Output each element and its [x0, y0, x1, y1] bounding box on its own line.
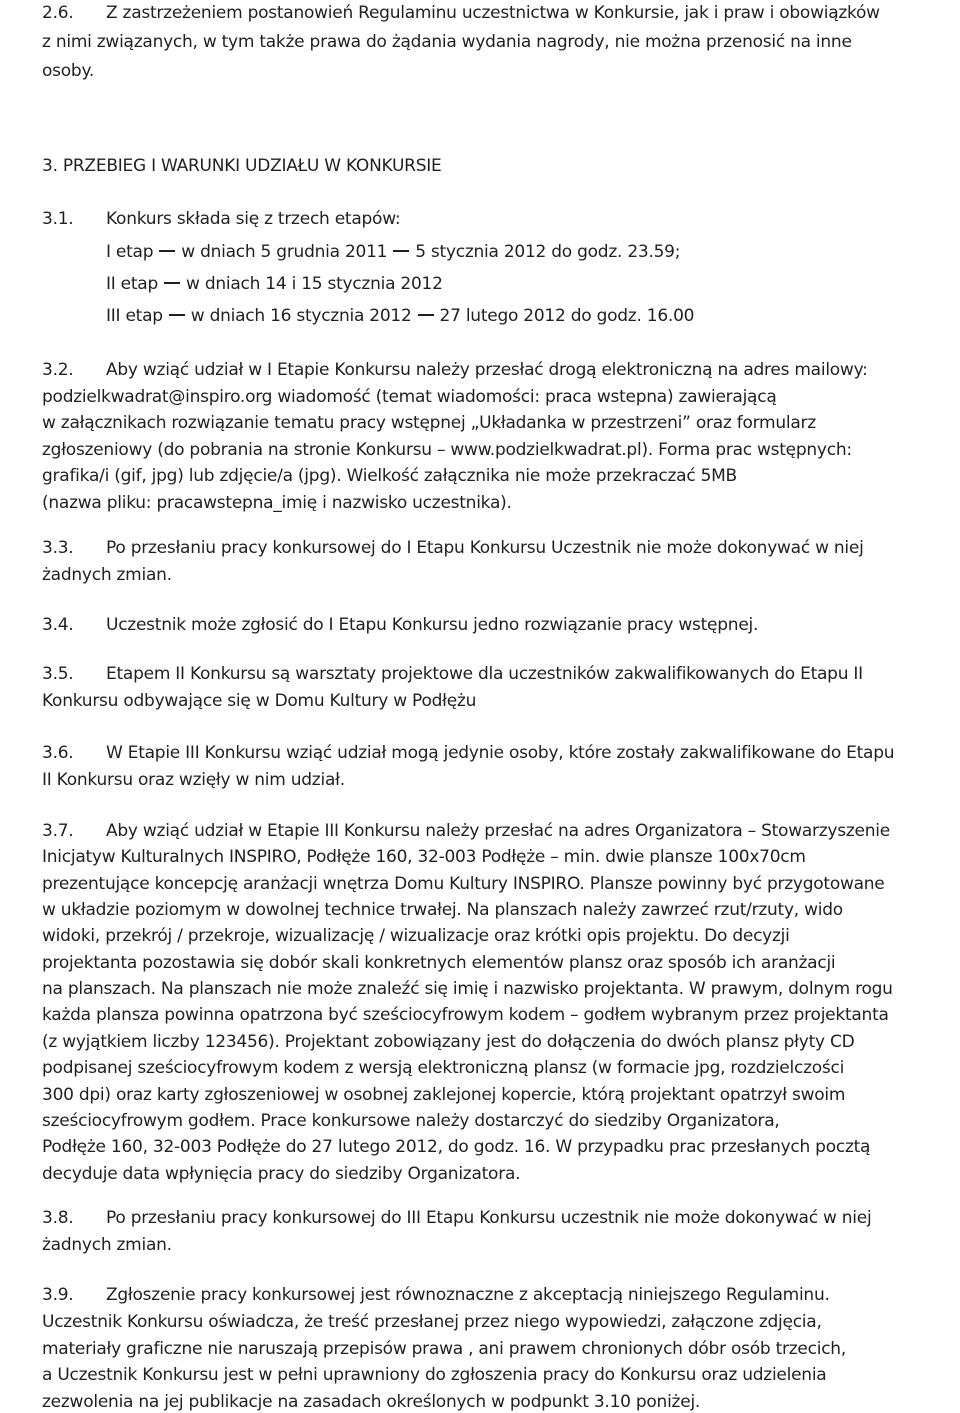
paragraph-number: 3.8.: [42, 1208, 74, 1228]
paragraph-number: 2.6.: [42, 3, 74, 23]
text-line: prezentujące koncepcję aranżacji wnętrza Domu Kultury INSPIRO. Plansze powinny być przygotowane: [42, 874, 885, 894]
text-line: Po przesłaniu pracy konkursowej do I Etapu Konkursu Uczestnik nie może dokonywać w niej: [106, 538, 864, 558]
stage-name: I etap: [106, 242, 154, 262]
text-line: projektanta pozostawia się dobór skali konkretnych elementów plansz oraz sposób ich aranżacji: [42, 953, 836, 973]
text-line: Inicjatyw Kulturalnych INSPIRO, Podłęże 160, 32-003 Podłęże – min. dwie plansze 100x70cm: [42, 847, 806, 867]
text-line: 300 dpi) oraz karty zgłoszeniowej w osobnej zaklejonej kopercie, którą projektant opatrzył swoim: [42, 1085, 846, 1105]
stage-name: III etap: [106, 306, 163, 326]
text-line: (z wyjątkiem liczby 123456). Projektant zobowiązany jest do dołączenia do dwóch plansz płyty CD: [42, 1032, 855, 1052]
text-line: żadnych zmian.: [42, 565, 172, 585]
text-line: Konkursu odbywające się w Domu Kultury w Podłężu: [42, 691, 477, 711]
text-line: sześciocyfrowym godłem. Prace konkursowe należy dostarczyć do siedziby Organizatora,: [42, 1111, 780, 1131]
text-line: zgłoszeniowy (do pobrania na stronie Konkursu – www.podzielkwadrat.pl). Forma prac wstępnych:: [42, 440, 852, 460]
text-line: osoby.: [42, 61, 94, 81]
text-line: podpisanej sześciocyfrowym kodem z wersją elektroniczną plansz (w formacie jpg, rozdzielczości: [42, 1058, 845, 1078]
text-line: Z zastrzeżeniem postanowień Regulaminu uczestnictwa w Konkursie, jak i praw i obowiązków: [106, 3, 880, 23]
paragraph-number: 3.3.: [42, 538, 74, 558]
text-line: Konkurs składa się z trzech etapów:: [106, 209, 401, 229]
text-line: każda plansza powinna opatrzona być sześciocyfrowym kodem – godłem wybranym przez projektanta: [42, 1005, 889, 1025]
text-line: Podłęże 160, 32-003 Podłęże do 27 lutego 2012, do godz. 16. W przypadku prac przesłanych pocztą: [42, 1137, 871, 1157]
stage-text-end: 27 lutego 2012 do godz. 16.00: [439, 306, 695, 326]
paragraph-number: 3.9.: [42, 1285, 74, 1305]
text-line: decyduje data wpłynięcia pracy do siedziby Organizatora.: [42, 1164, 521, 1184]
text-line: zezwolenia na jej publikacje na zasadach określonych w podpunkt 3.10 poniżej.: [42, 1392, 701, 1412]
text-line: z nimi związanych, w tym także prawa do żądania wydania nagrody, nie można przenosić na inne: [42, 32, 852, 52]
paragraph-number: 3.2.: [42, 360, 74, 380]
text-line: II Konkursu oraz wzięły w nim udział.: [42, 770, 345, 790]
text-line: Aby wziąć udział w Etapie III Konkursu należy przesłać na adres Organizatora – Stowarzyszenie: [106, 821, 890, 841]
text-line: W Etapie III Konkursu wziąć udział mogą jedynie osoby, które zostały zakwalifikowane do Etapu: [106, 743, 895, 763]
stage-text-end: 5 stycznia 2012 do godz. 23.59;: [415, 242, 681, 262]
stage-text: w dniach 16 stycznia 2012: [190, 306, 412, 326]
text-line: Uczestnik Konkursu oświadcza, że treść przesłanej przez niego wypowiedzi, załączone zdjęcia,: [42, 1312, 822, 1332]
paragraph-number: 3.4.: [42, 615, 74, 635]
dash: [169, 314, 185, 316]
section-heading: 3. PRZEBIEG I WARUNKI UDZIAŁU W KONKURSIE: [42, 156, 442, 176]
stage-line: [106, 273, 443, 295]
text-line: grafika/i (gif, jpg) lub zdjęcie/a (jpg). Wielkość załącznika nie może przekraczać 5MB: [42, 466, 737, 486]
stage-line: [106, 305, 694, 327]
text-line: materiały graficzne nie naruszają przepisów prawa , ani prawem chronionych dóbr osób trzecich,: [42, 1339, 846, 1359]
text-line: na planszach. Na planszach nie może znaleźć się imię i nazwisko projektanta. W prawym, dolnym rogu: [42, 979, 893, 999]
dash: [164, 282, 180, 284]
text-line: żadnych zmian.: [42, 1235, 172, 1255]
stage-line: [106, 241, 680, 263]
dash: [393, 250, 409, 252]
text-line: widoki, przekrój / przekroje, wizualizację / wizualizacje oraz krótki opis projektu. Do decyzji: [42, 926, 790, 946]
text-line: (nazwa pliku: pracawstepna_imię i nazwisko uczestnika).: [42, 493, 512, 513]
text-line: Zgłoszenie pracy konkursowej jest równoznaczne z akceptacją niniejszego Regulaminu.: [106, 1285, 830, 1305]
text-line: w załącznikach rozwiązanie tematu pracy wstępnej „Układanka w przestrzeni” oraz formularz: [42, 413, 816, 433]
dash: [418, 314, 434, 316]
paragraph-number: 3.7.: [42, 821, 74, 841]
stage-text: w dniach 14 i 15 stycznia 2012: [186, 274, 443, 294]
text-line: Aby wziąć udział w I Etapie Konkursu należy przesłać drogą elektroniczną na adres mailowy:: [106, 360, 868, 380]
text-line: Po przesłaniu pracy konkursowej do III Etapu Konkursu uczestnik nie może dokonywać w niej: [106, 1208, 872, 1228]
dash: [159, 250, 175, 252]
text-line: podzielkwadrat@inspiro.org wiadomość (temat wiadomości: praca wstepna) zawierającą: [42, 387, 777, 407]
paragraph-number: 3.6.: [42, 743, 74, 763]
text-line: w układzie poziomym w dowolnej technice trwałej. Na planszach należy zawrzeć rzut/rzuty, wido: [42, 900, 843, 920]
text-line: Uczestnik może zgłosić do I Etapu Konkursu jedno rozwiązanie pracy wstępnej.: [106, 615, 759, 635]
paragraph-number: 3.5.: [42, 664, 74, 684]
text-line: a Uczestnik Konkursu jest w pełni uprawniony do zgłoszenia pracy do Konkursu oraz udzielenia: [42, 1365, 827, 1385]
stage-text: w dniach 5 grudnia 2011: [181, 242, 388, 262]
text-line: Etapem II Konkursu są warsztaty projektowe dla uczestników zakwalifikowanych do Etapu II: [106, 664, 863, 684]
stage-name: II etap: [106, 274, 159, 294]
paragraph-number: 3.1.: [42, 209, 74, 229]
